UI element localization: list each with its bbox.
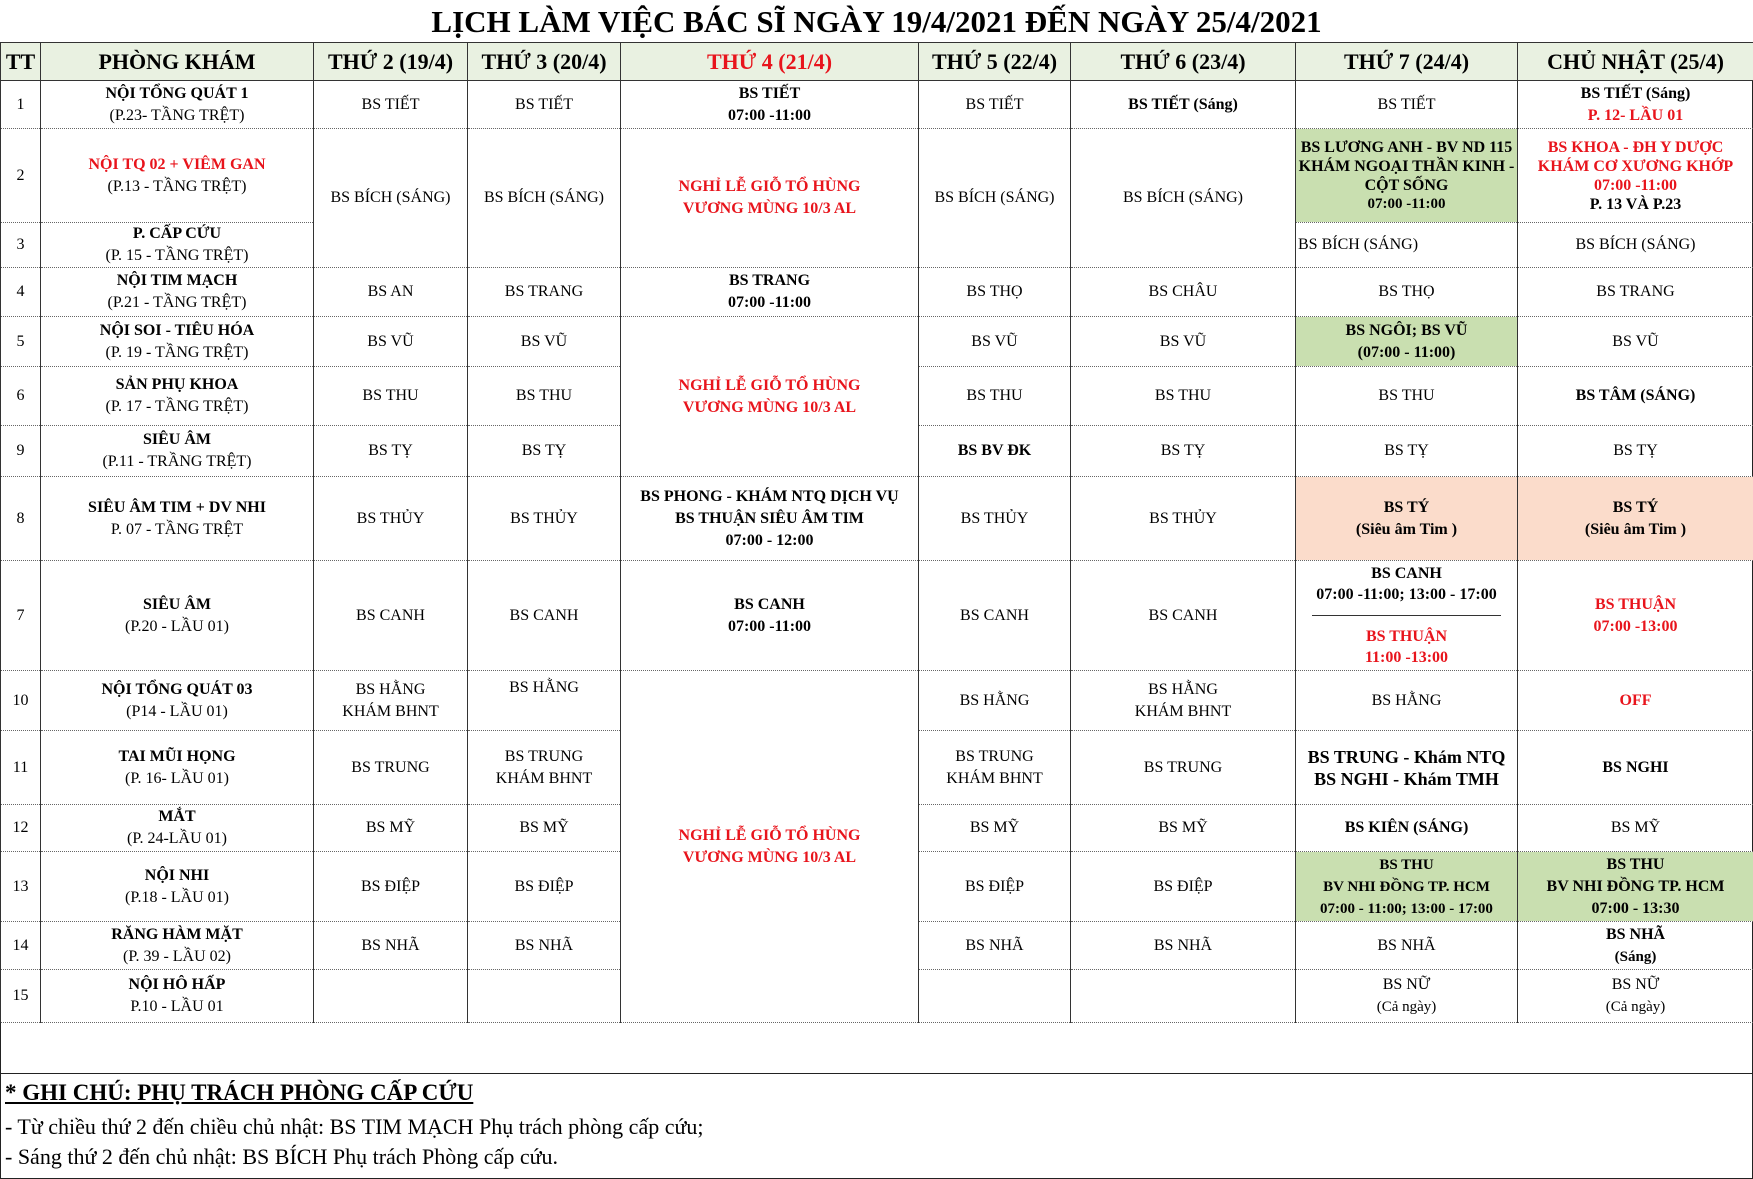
cell-thu: BS TIẾT <box>919 81 1071 129</box>
cell-thu: BS CANH <box>919 561 1071 671</box>
cell-sun <box>1518 922 1753 970</box>
header-sat: THỨ 7 (24/4) <box>1296 43 1518 81</box>
cell-fri: BS MỸ <box>1071 805 1296 852</box>
cell-thu <box>919 731 1071 805</box>
room-location: P.10 - LẦU 01 <box>130 998 224 1015</box>
cell-line: KHÁM BHNT <box>495 769 593 787</box>
cell-line: KHÁM BHNT <box>946 769 1043 787</box>
row-number: 11 <box>1 731 41 805</box>
cell-sun: BS VŨ <box>1518 317 1753 367</box>
cell-line: 07:00 -11:00 <box>1593 176 1678 194</box>
row-number: 8 <box>1 477 41 561</box>
row-number: 6 <box>1 367 41 426</box>
cell-wed-holiday <box>621 129 919 268</box>
cell-tue <box>468 970 621 1023</box>
cell-mon: BS THU <box>314 367 468 426</box>
cell-line: BS NỮ <box>1382 976 1431 993</box>
cell-mon: BS BÍCH (SÁNG) <box>314 129 468 268</box>
row-number: 13 <box>1 852 41 922</box>
cell-sun: BS TÂM (SÁNG) <box>1518 367 1753 426</box>
cell-fri: BS THU <box>1071 367 1296 426</box>
cell-thu: BS ĐIỆP <box>919 852 1071 922</box>
room-name: NỘI TỔNG QUÁT 1 <box>105 84 249 102</box>
cell-thu: BS NHÃ <box>919 922 1071 970</box>
cell-sat: BS TIẾT <box>1296 81 1518 129</box>
room-cell <box>41 922 314 970</box>
table-row <box>1 477 1753 561</box>
cell-sat <box>1296 477 1518 561</box>
cell-fri: BS BÍCH (SÁNG) <box>1071 129 1296 268</box>
cell-fri: BS CANH <box>1071 561 1296 671</box>
cell-wed <box>621 477 919 561</box>
room-name: SIÊU ÂM <box>142 595 211 613</box>
cell-mon <box>314 970 468 1023</box>
cell-line: BS THUẬN SIÊU ÂM TIM <box>675 509 864 527</box>
cell-fri: BS TỴ <box>1071 426 1296 477</box>
cell-line: 07:00 - 12:00 <box>725 531 814 549</box>
room-name: MẮT <box>158 808 196 825</box>
cell-thu: BS MỸ <box>919 805 1071 852</box>
room-name: NỘI SOI - TIÊU HÓA <box>99 321 255 339</box>
cell-tue: BS HẰNG <box>468 671 621 731</box>
cell-sun: BS MỸ <box>1518 805 1753 852</box>
room-location: (P.13 - TẦNG TRỆT) <box>107 177 247 195</box>
cell-line: (Sáng) <box>1614 948 1657 965</box>
header-fri: THỨ 6 (23/4) <box>1071 43 1296 81</box>
room-cell <box>41 805 314 852</box>
cell-line: (07:00 - 11:00) <box>1357 343 1456 361</box>
cell-thu: BS BÍCH (SÁNG) <box>919 129 1071 268</box>
cell-thu: BS THU <box>919 367 1071 426</box>
row-number: 2 <box>1 129 41 223</box>
cell-line: BS TRANG <box>728 272 811 289</box>
cell-sat <box>1296 129 1518 223</box>
row-number: 12 <box>1 805 41 852</box>
cell-sun: BS NGHI <box>1518 731 1753 805</box>
cell-thu: BS HẰNG <box>919 671 1071 731</box>
header-wed: THỨ 4 (21/4) <box>621 43 919 81</box>
cell-sat <box>1296 731 1518 805</box>
room-cell <box>41 81 314 129</box>
cell-line: BS THU <box>1379 856 1434 873</box>
room-cell <box>41 852 314 922</box>
cell-tue: BS TRANG <box>468 268 621 317</box>
cell-tue: BS TIẾT <box>468 81 621 129</box>
cell-line: BS PHONG - KHÁM NTQ DỊCH VỤ <box>640 487 899 505</box>
cell-fri <box>1071 671 1296 731</box>
cell-sat: BS HẰNG <box>1296 671 1518 731</box>
cell-mon: BS NHÃ <box>314 922 468 970</box>
cell-mon: BS AN <box>314 268 468 317</box>
cell-sat: BS TỴ <box>1296 426 1518 477</box>
cell-line: VƯƠNG MÙNG 10/3 AL <box>682 398 857 416</box>
room-name: RĂNG HÀM MẶT <box>111 925 243 943</box>
row-number: 15 <box>1 970 41 1023</box>
cell-line: BS CANH <box>734 595 805 613</box>
header-room: PHÒNG KHÁM <box>41 43 314 81</box>
header-sun: CHỦ NHẬT (25/4) <box>1518 43 1753 81</box>
note-line-1: - Từ chiều thứ 2 đến chiều chủ nhật: BS TIM MẠCH Phụ trách phòng cấp cứu; <box>5 1114 704 1139</box>
room-location: (P.20 - LẦU 01) <box>125 617 229 635</box>
cell-fri: BS TRUNG <box>1071 731 1296 805</box>
cell-line: BS THUẬN <box>1594 595 1677 613</box>
room-location: (P. 15 - TẦNG TRỆT) <box>105 247 249 264</box>
cell-sat: BS BÍCH (SÁNG) <box>1296 223 1518 268</box>
cell-line: P. 13 VÀ P.23 <box>1589 195 1682 213</box>
cell-mon: BS TIẾT <box>314 81 468 129</box>
cell-line: BS LƯƠNG ANH - BV ND 115 <box>1300 138 1513 156</box>
table-row <box>1 671 1753 731</box>
room-cell <box>41 970 314 1023</box>
cell-line: 07:00 -11:00 <box>727 294 812 311</box>
cell-line: BS NỮ <box>1611 976 1660 993</box>
cell-mon: BS THỦY <box>314 477 468 561</box>
header-tt: TT <box>1 43 41 81</box>
cell-line: BS NHÃ <box>1605 925 1666 943</box>
cell-sun <box>1518 970 1753 1023</box>
room-name: NỘI NHI <box>144 866 210 884</box>
row-number: 1 <box>1 81 41 129</box>
cell-fri: BS TIẾT (Sáng) <box>1071 81 1296 129</box>
notes-section <box>0 1074 1753 1179</box>
cell-line: BS THU <box>1606 855 1665 873</box>
cell-line: 07:00 - 11:00; 13:00 - 17:00 <box>1320 900 1493 917</box>
cell-line: BS TÝ <box>1383 498 1430 516</box>
cell-line: BS TIẾT <box>738 84 801 102</box>
cell-tue: BS MỸ <box>468 805 621 852</box>
room-name: SIÊU ÂM <box>142 431 211 448</box>
note-line-2: - Sáng thứ 2 đến chủ nhật: BS BÍCH Phụ trách Phòng cấp cứu. <box>5 1144 559 1169</box>
cell-line: VƯƠNG MÙNG 10/3 AL <box>682 848 857 866</box>
room-location: (P. 39 - LẦU 02) <box>123 947 231 965</box>
cell-wed <box>621 81 919 129</box>
cell-line: BS TÝ <box>1612 498 1659 516</box>
row-number: 3 <box>1 223 41 268</box>
cell-sat: BS THỌ <box>1296 268 1518 317</box>
schedule-table <box>0 42 1753 1023</box>
row-number: 14 <box>1 922 41 970</box>
cell-sun <box>1518 852 1753 922</box>
room-location: (P. 19 - TẦNG TRỆT) <box>105 343 249 361</box>
cell-line: NGHỈ LỄ GIỖ TỔ HÙNG <box>678 376 861 394</box>
cell-line: KHÁM CƠ XƯƠNG KHỚP <box>1537 157 1734 175</box>
cell-thu: BS BV ĐK <box>919 426 1071 477</box>
cell-line: (Cả ngày) <box>1376 999 1437 1015</box>
room-location: (P.18 - LẦU 01) <box>125 888 229 906</box>
room-cell <box>41 367 314 426</box>
cell-line: BS HẰNG <box>355 680 426 698</box>
cell-sat: BS THU <box>1296 367 1518 426</box>
cell-line: NGHỈ LỄ GIỖ TỔ HÙNG <box>678 826 861 844</box>
cell-line: BS THUẬN <box>1365 628 1448 645</box>
cell-wed-holiday <box>621 671 919 1023</box>
cell-mon: BS TỴ <box>314 426 468 477</box>
cell-fri: BS VŨ <box>1071 317 1296 367</box>
cell-tue <box>468 731 621 805</box>
cell-thu: BS THỌ <box>919 268 1071 317</box>
cell-line: 07:00 - 13:30 <box>1591 899 1680 917</box>
cell-sat <box>1296 561 1518 671</box>
cell-thu <box>919 970 1071 1023</box>
cell-mon: BS VŨ <box>314 317 468 367</box>
cell-line: 07:00 -11:00 <box>727 106 812 124</box>
cell-line: BS HẰNG <box>1148 680 1218 698</box>
room-name: SẢN PHỤ KHOA <box>115 376 239 393</box>
cell-sun <box>1518 129 1753 223</box>
cell-fri: BS NHÃ <box>1071 922 1296 970</box>
row-number: 9 <box>1 426 41 477</box>
cell-line: BS KHOA - ĐH Y DƯỢC <box>1547 138 1724 156</box>
row-number: 4 <box>1 268 41 317</box>
cell-tue: BS THU <box>468 367 621 426</box>
cell-sat <box>1296 317 1518 367</box>
cell-sat: BS KIÊN (SÁNG) <box>1296 805 1518 852</box>
table-row <box>1 561 1753 671</box>
room-location: (P.23- TẦNG TRỆT) <box>109 106 245 124</box>
room-cell <box>41 426 314 477</box>
cell-wed <box>621 268 919 317</box>
cell-line: CỘT SỐNG <box>1364 176 1449 194</box>
cell-thu: BS VŨ <box>919 317 1071 367</box>
cell-line: 07:00 -11:00 <box>1367 195 1446 212</box>
room-cell <box>41 129 314 223</box>
room-location: (P.11 - TRẦNG TRỆT) <box>102 453 252 470</box>
cell-tue: BS VŨ <box>468 317 621 367</box>
cell-fri: BS THỦY <box>1071 477 1296 561</box>
cell-line: NGHỈ LỄ GIỖ TỔ HÙNG <box>678 178 861 195</box>
cell-line: KHÁM BHNT <box>342 702 439 720</box>
room-name: SIÊU ÂM TIM + DV NHI <box>88 498 266 516</box>
cell-tue: BS CANH <box>468 561 621 671</box>
cell-fri: BS CHÂU <box>1071 268 1296 317</box>
cell-sun: OFF <box>1518 671 1753 731</box>
row-number: 7 <box>1 561 41 671</box>
row-number: 5 <box>1 317 41 367</box>
cell-sun <box>1518 81 1753 129</box>
cell-sat: BS NHÃ <box>1296 922 1518 970</box>
cell-line: BS NGÔI; BS VŨ <box>1345 321 1468 339</box>
table-row <box>1 81 1753 129</box>
cell-tue: BS ĐIỆP <box>468 852 621 922</box>
page-title: LỊCH LÀM VIỆC BÁC SĨ NGÀY 19/4/2021 ĐẾN NGÀY 25/4/2021 <box>431 4 1322 39</box>
room-name: TAI MŨI HỌNG <box>118 747 236 765</box>
room-cell <box>41 223 314 268</box>
cell-line: (Siêu âm Tim ) <box>1584 520 1687 538</box>
room-cell <box>41 268 314 317</box>
room-location: P. 07 - TẦNG TRỆT <box>110 520 244 538</box>
cell-line: P. 12- LẦU 01 <box>1587 106 1684 124</box>
cell-line: KHÁM NGOẠI THẦN KINH - <box>1298 157 1515 175</box>
room-location: (P. 24-LẦU 01) <box>127 830 227 847</box>
room-cell <box>41 477 314 561</box>
cell-line: BV NHI ĐỒNG TP. HCM <box>1546 877 1725 895</box>
cell-line: (Cả ngày) <box>1605 999 1666 1015</box>
cell-mon: BS TRUNG <box>314 731 468 805</box>
room-location: (P. 16- LẦU 01) <box>125 769 229 787</box>
cell-sun: BS BÍCH (SÁNG) <box>1518 223 1753 268</box>
cell-thu: BS THỦY <box>919 477 1071 561</box>
header-mon: THỨ 2 (19/4) <box>314 43 468 81</box>
cell-line: BS CANH <box>1371 565 1442 582</box>
cell-line: 07:00 -11:00 <box>727 617 812 635</box>
cell-sun: BS TỴ <box>1518 426 1753 477</box>
room-location: (P. 17 - TẦNG TRỆT) <box>105 398 249 415</box>
cell-line: BV NHI ĐỒNG TP. HCM <box>1323 878 1490 895</box>
cell-line: VƯƠNG MÙNG 10/3 AL <box>682 200 857 217</box>
room-name: NỘI HÔ HẤP <box>128 976 226 993</box>
cell-sun <box>1518 477 1753 561</box>
cell-wed <box>621 561 919 671</box>
cell-divider <box>1312 605 1501 616</box>
room-cell <box>41 671 314 731</box>
cell-sat <box>1296 970 1518 1023</box>
cell-tue: BS THỦY <box>468 477 621 561</box>
table-row <box>1 268 1753 317</box>
cell-mon: BS CANH <box>314 561 468 671</box>
room-name: NỘI TQ 02 + VIÊM GAN <box>88 155 266 173</box>
cell-fri: BS ĐIỆP <box>1071 852 1296 922</box>
cell-mon: BS MỸ <box>314 805 468 852</box>
cell-sun <box>1518 561 1753 671</box>
cell-line: 11:00 -13:00 <box>1364 649 1449 666</box>
room-cell <box>41 731 314 805</box>
notes-title: * GHI CHÚ: PHỤ TRÁCH PHÒNG CẤP CỨU <box>5 1080 474 1105</box>
cell-line: BS TRUNG <box>955 747 1034 765</box>
row-number: 10 <box>1 671 41 731</box>
room-location: (P.21 - TẦNG TRỆT) <box>107 294 247 311</box>
cell-line: BS TIẾT (Sáng) <box>1580 84 1691 102</box>
room-location: (P14 - LẦU 01) <box>126 702 228 720</box>
cell-line: 07:00 -13:00 <box>1593 617 1678 635</box>
cell-line: 07:00 -11:00; 13:00 - 17:00 <box>1316 586 1497 603</box>
room-cell <box>41 317 314 367</box>
header-row <box>1 43 1753 81</box>
cell-line: BS NGHI - Khám TMH <box>1314 768 1499 789</box>
table-row <box>1 129 1753 223</box>
room-name: P. CẤP CỨU <box>132 225 222 242</box>
cell-line: (Siêu âm Tim ) <box>1355 520 1458 538</box>
table-row <box>1 317 1753 367</box>
cell-sat <box>1296 852 1518 922</box>
room-name: NỘI TIM MẠCH <box>116 272 238 289</box>
cell-tue: BS NHÃ <box>468 922 621 970</box>
cell-mon: BS ĐIỆP <box>314 852 468 922</box>
room-cell <box>41 561 314 671</box>
header-tue: THỨ 3 (20/4) <box>468 43 621 81</box>
cell-sun: BS TRANG <box>1518 268 1753 317</box>
cell-line: BS TRUNG <box>504 747 584 765</box>
header-thu: THỨ 5 (22/4) <box>919 43 1071 81</box>
cell-wed-holiday <box>621 317 919 477</box>
cell-mon <box>314 671 468 731</box>
room-name: NỘI TỔNG QUÁT 03 <box>101 680 253 698</box>
cell-fri <box>1071 970 1296 1023</box>
cell-tue: BS BÍCH (SÁNG) <box>468 129 621 268</box>
cell-line: BS TRUNG - Khám NTQ <box>1307 746 1506 767</box>
cell-line: KHÁM BHNT <box>1134 702 1232 720</box>
cell-tue: BS TỴ <box>468 426 621 477</box>
